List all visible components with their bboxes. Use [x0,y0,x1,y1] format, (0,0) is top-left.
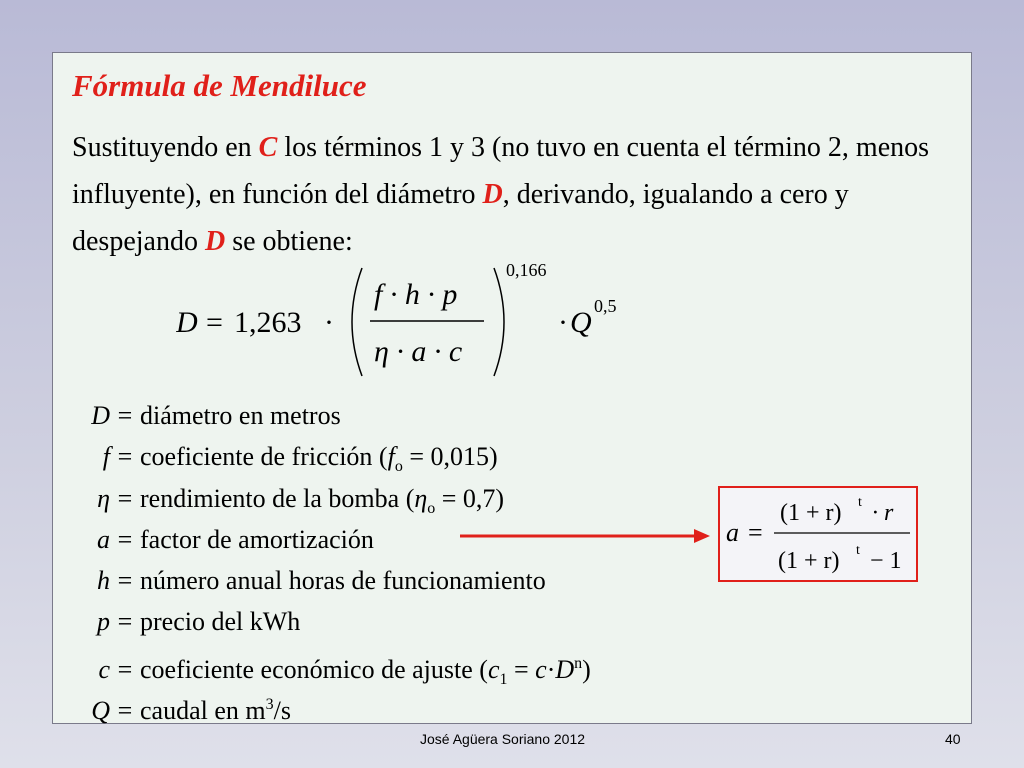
definition-symbol: f [102,442,110,472]
formula-q: Q [570,306,592,339]
inline-symbol: f [387,442,395,472]
definition-text: coeficiente de fricción ( [140,442,388,472]
definition-text: coeficiente económico de ajuste ( [140,654,488,684]
intro-text: los términos 1 y 3 (no tuvo en cuenta el término 2, menos influyente), en función del diámetro [72,132,930,210]
intro-comma: , [502,179,510,210]
definition-text: diámetro en metros [140,401,341,430]
mendiluce-formula [176,260,676,380]
definition-symbol: p [97,607,110,637]
inline-symbol: c [535,654,547,684]
amortization-denominator: (1 + r) [778,548,840,574]
definition-row [80,601,591,642]
definition-equals: = [117,401,133,430]
definition-text: número anual horas de funcionamiento [140,566,546,596]
intro-text: Sustituyendo en [72,132,259,163]
definition-row [80,643,591,688]
var-c: C [258,132,278,163]
footer-author: José Agüera Soriano 2012 [420,731,586,747]
formula-dot: · [558,306,568,339]
inline-symbol: η [414,483,428,513]
inline-superscript: n [574,654,583,672]
inline-symbol: c [487,654,500,684]
definition-equals: = [117,654,133,684]
inline-value: = 0,7) [435,483,505,513]
formula-exponent-1: 0,166 [506,260,547,280]
definition-text: factor de amortización [140,524,374,554]
definition-equals: = [117,483,133,513]
definition-equals: = [117,524,133,554]
intro-paragraph [72,124,962,265]
inline-equals: = [507,654,536,684]
right-paren [494,268,504,376]
amortization-numerator-tail: · r [872,500,894,526]
amortization-numerator: (1 + r) [780,500,842,526]
formula-equals: = [206,306,223,339]
var-d: D [204,226,226,257]
left-paren [352,268,362,376]
intro-text: se obtiene: [225,226,353,257]
definition-symbol: D [91,401,110,430]
inline-superscript: 3 [265,696,274,714]
intro-text: derivando, igualando a cero y despejando [72,179,849,257]
amortization-exponent: t [856,543,860,558]
definition-text: caudal en m [140,696,266,726]
formula-dot: · [324,306,334,339]
definition-row [80,560,591,601]
formula-coefficient: 1,263 [234,306,302,339]
inline-value: = 0,015) [402,442,498,472]
definition-symbol: h [97,566,110,596]
definition-row [80,436,591,477]
formula-lhs: D [176,306,198,339]
formula-exponent-2: 0,5 [594,296,617,316]
definition-equals: = [117,566,133,596]
page-number: 40 [945,731,961,747]
definition-equals: = [117,442,133,472]
definition-symbol: Q [91,696,110,726]
amortization-lhs: a [726,518,739,547]
slide-title: Fórmula de Mendiluce [72,68,367,103]
fraction-denominator: η · a · c [374,335,463,368]
definition-equals: = [117,607,133,637]
definition-symbol: c [98,654,110,684]
definition-row [80,478,591,519]
definition-equals: = [117,696,133,726]
arrow-icon [460,528,710,544]
inline-dot: · [546,654,556,684]
inline-value: ) [582,654,591,684]
amortization-formula-box [718,486,918,582]
inline-symbol: D [555,654,575,684]
amortization-denominator-tail: − 1 [870,548,902,574]
amortization-equals: = [748,518,763,547]
inline-subscript: o [394,458,403,476]
definition-text: rendimiento de la bomba ( [140,483,415,513]
inline-subscript: o [427,499,436,517]
amortization-exponent: t [858,495,862,510]
definition-text: precio del kWh [140,607,301,637]
definitions-list [80,395,591,725]
definition-row [80,395,591,436]
definition-symbol: a [97,524,110,554]
fraction-numerator: f · h · p [374,278,458,311]
inline-subscript: 1 [499,670,508,688]
definition-row [80,684,591,725]
definition-symbol: η [97,483,110,513]
inline-value: /s [273,696,291,726]
var-d: D [482,179,503,210]
